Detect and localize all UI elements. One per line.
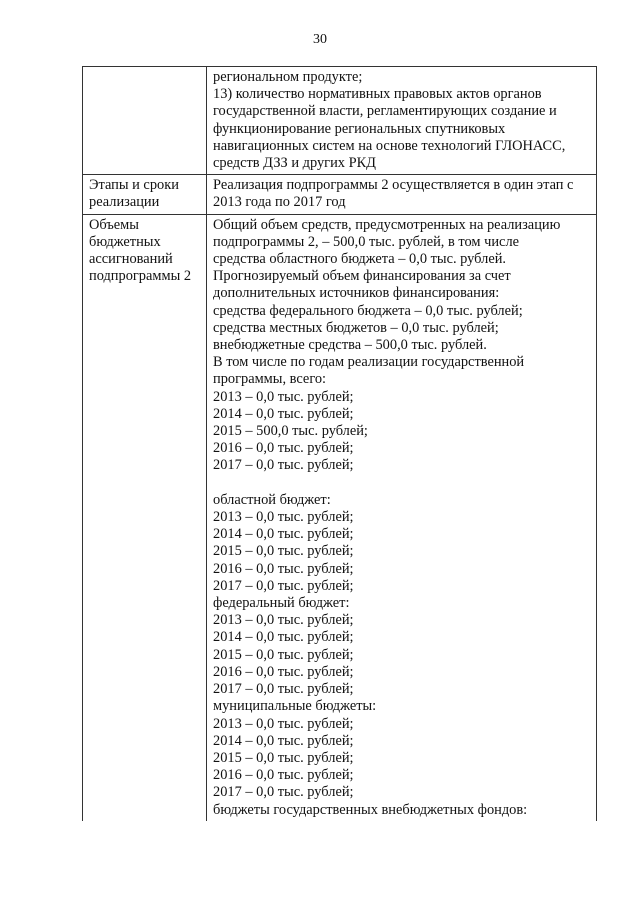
row-content-cell xyxy=(207,175,597,214)
blank-line xyxy=(213,475,591,492)
content-line: 2016 – 0,0 тыс. рублей; xyxy=(213,663,354,680)
label-line: подпрограммы 2 xyxy=(89,268,192,285)
content-line: средства местных бюджетов – 0,0 тыс. рублей; xyxy=(213,319,499,336)
row-content-cell xyxy=(207,67,597,175)
content-line: Реализация подпрограммы 2 осуществляется в один этап с xyxy=(213,177,574,194)
content-line: средства федерального бюджета – 0,0 тыс. рублей; xyxy=(213,302,523,319)
content-line: 2015 – 0,0 тыс. рублей; xyxy=(213,646,354,663)
content-line: навигационных систем на основе технологий ГЛОНАСС, xyxy=(213,137,566,154)
content-line: подпрограммы 2, – 500,0 тыс. рублей, в том числе xyxy=(213,233,520,250)
content-line: бюджеты государственных внебюджетных фондов: xyxy=(213,801,528,818)
content-line: В том числе по годам реализации государственной xyxy=(213,354,525,371)
row-content-cell xyxy=(207,214,597,821)
table-row-stages xyxy=(83,175,597,214)
content-line: 2016 – 0,0 тыс. рублей; xyxy=(213,440,354,457)
content-line: 2015 – 500,0 тыс. рублей; xyxy=(213,423,368,440)
content-line: 2015 – 0,0 тыс. рублей; xyxy=(213,543,354,560)
row-label-cell xyxy=(83,175,207,214)
content-line: государственной власти, регламентирующих создание и xyxy=(213,103,557,120)
content-line: 13) количество нормативных правовых актов органов xyxy=(213,86,542,103)
content-line: областной бюджет: xyxy=(213,491,331,508)
content-line: 2017 – 0,0 тыс. рублей; xyxy=(213,577,354,594)
content-line: муниципальные бюджеты: xyxy=(213,698,377,715)
content-line: Прогнозируемый объем финансирования за счет xyxy=(213,268,511,285)
content-line: 2017 – 0,0 тыс. рублей; xyxy=(213,457,354,474)
content-line: 2013 – 0,0 тыс. рублей; xyxy=(213,612,354,629)
content-line: федеральный бюджет: xyxy=(213,595,350,612)
content-line: 2016 – 0,0 тыс. рублей; xyxy=(213,560,354,577)
content-line: 2013 – 0,0 тыс. рублей; xyxy=(213,509,354,526)
row-label-cell xyxy=(83,67,207,175)
content-line: программы, всего: xyxy=(213,371,327,388)
label-line: бюджетных xyxy=(89,233,161,250)
row-label-cell xyxy=(83,214,207,821)
content-line: 2014 – 0,0 тыс. рублей; xyxy=(213,405,354,422)
content-line: региональном продукте; xyxy=(213,69,363,85)
content-line: 2014 – 0,0 тыс. рублей; xyxy=(213,526,354,543)
content-line: 2014 – 0,0 тыс. рублей; xyxy=(213,629,354,646)
page-number: 30 xyxy=(313,32,327,47)
content-line: дополнительных источников финансирования: xyxy=(213,285,500,302)
table-row-indicators xyxy=(83,67,597,175)
content-line: 2014 – 0,0 тыс. рублей; xyxy=(213,732,354,749)
content-line: средства областного бюджета – 0,0 тыс. рублей. xyxy=(213,251,507,268)
content-line: 2013 – 0,0 тыс. рублей; xyxy=(213,388,354,405)
content-line: 2013 года по 2017 год xyxy=(213,194,346,211)
content-line: средств ДЗЗ и других РКД xyxy=(213,155,376,172)
content-line: 2017 – 0,0 тыс. рублей; xyxy=(213,784,354,801)
label-line: ассигнований xyxy=(89,251,173,268)
content-line: функционирование региональных спутниковых xyxy=(213,120,506,137)
passport-table xyxy=(82,66,597,821)
label-line: реализации xyxy=(89,194,160,211)
table-row-budget xyxy=(83,214,597,821)
content-line: Общий объем средств, предусмотренных на реализацию xyxy=(213,216,561,233)
content-line: 2013 – 0,0 тыс. рублей; xyxy=(213,715,354,732)
content-line: внебюджетные средства – 500,0 тыс. рублей. xyxy=(213,337,487,354)
content-line: 2016 – 0,0 тыс. рублей; xyxy=(213,767,354,784)
label-line: Этапы и сроки xyxy=(89,177,179,194)
content-line: 2017 – 0,0 тыс. рублей; xyxy=(213,681,354,698)
label-line: Объемы xyxy=(89,216,139,233)
content-line: 2015 – 0,0 тыс. рублей; xyxy=(213,749,354,766)
